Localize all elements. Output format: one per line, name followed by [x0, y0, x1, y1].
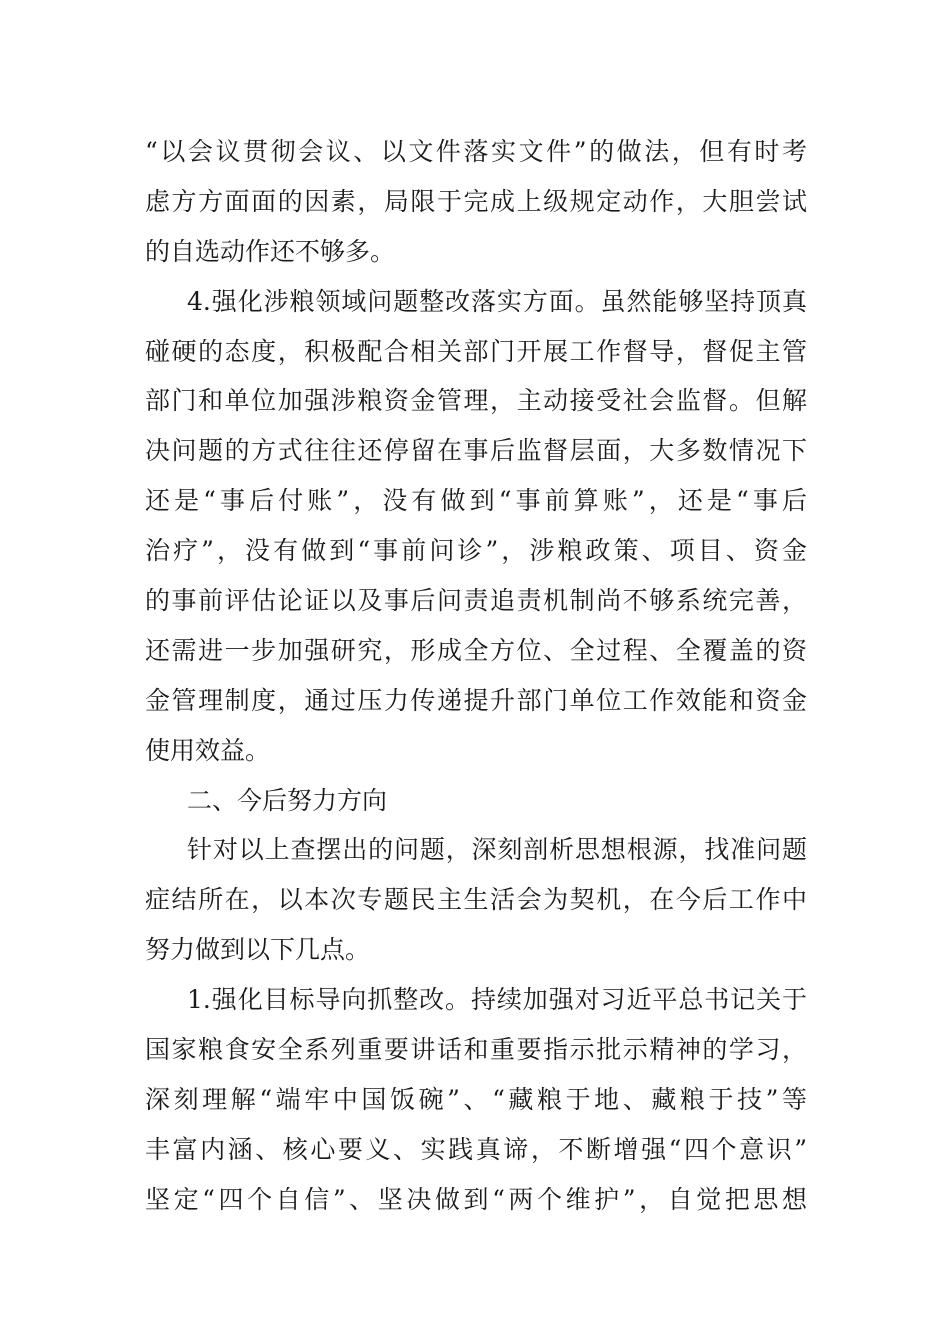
paragraph-line: 深刻理解“端牢中国饭碗”、“藏粮于地、藏粮于技”等 — [145, 1084, 807, 1114]
paragraph-line: 虑方方面面的因素，局限于完成上级规定动作，大胆尝试 — [145, 186, 807, 216]
paragraph-line: 决问题的方式往往还停留在事后监督层面，大多数情况下 — [145, 436, 807, 466]
paragraph-line: 丰富内涵、核心要义、实践真谛，不断增强“四个意识” — [145, 1134, 807, 1164]
paragraph-line: 4.强化涉粮领域问题整改落实方面。虽然能够坚持顶真 — [187, 286, 807, 316]
paragraph-line: 努力做到以下几点。 — [145, 935, 371, 965]
paragraph-line: 碰硬的态度，积极配合相关部门开展工作督导，督促主管 — [145, 336, 807, 366]
paragraph-line: 针对以上查摆出的问题，深刻剖析思想根源，找准问题 — [187, 835, 807, 865]
paragraph-line: 部门和单位加强涉粮资金管理，主动接受社会监督。但解 — [145, 386, 807, 416]
paragraph-line: 国家粮食安全系列重要讲话和重要指示批示精神的学习， — [145, 1035, 807, 1065]
paragraph-line: 症结所在，以本次专题民主生活会为契机，在今后工作中 — [145, 885, 807, 915]
paragraph-line: 的自选动作还不够多。 — [145, 236, 396, 266]
paragraph-line: 使用效益。 — [145, 735, 271, 765]
paragraph-line: “以会议贯彻会议、以文件落实文件”的做法，但有时考 — [145, 137, 807, 166]
document-page — [145, 127, 807, 1225]
paragraph-line: 治疗”，没有做到“事前问诊”，涉粮政策、项目、资金 — [145, 536, 807, 566]
paragraph-line: 还是“事后付账”，没有做到“事前算账”，还是“事后 — [145, 486, 807, 516]
paragraph-line: 还需进一步加强研究，形成全方位、全过程、全覆盖的资 — [145, 635, 807, 665]
paragraph-line: 金管理制度，通过压力传递提升部门单位工作效能和资金 — [145, 685, 807, 715]
paragraph-line: 的事前评估论证以及事后问责追责机制尚不够系统完善， — [145, 586, 807, 616]
paragraph-line: 坚定“四个自信”、坚决做到“两个维护”，自觉把思想 — [145, 1184, 807, 1214]
section-heading: 二、今后努力方向 — [187, 785, 388, 815]
paragraph-line: 1.强化目标导向抓整改。持续加强对习近平总书记关于 — [187, 985, 807, 1015]
